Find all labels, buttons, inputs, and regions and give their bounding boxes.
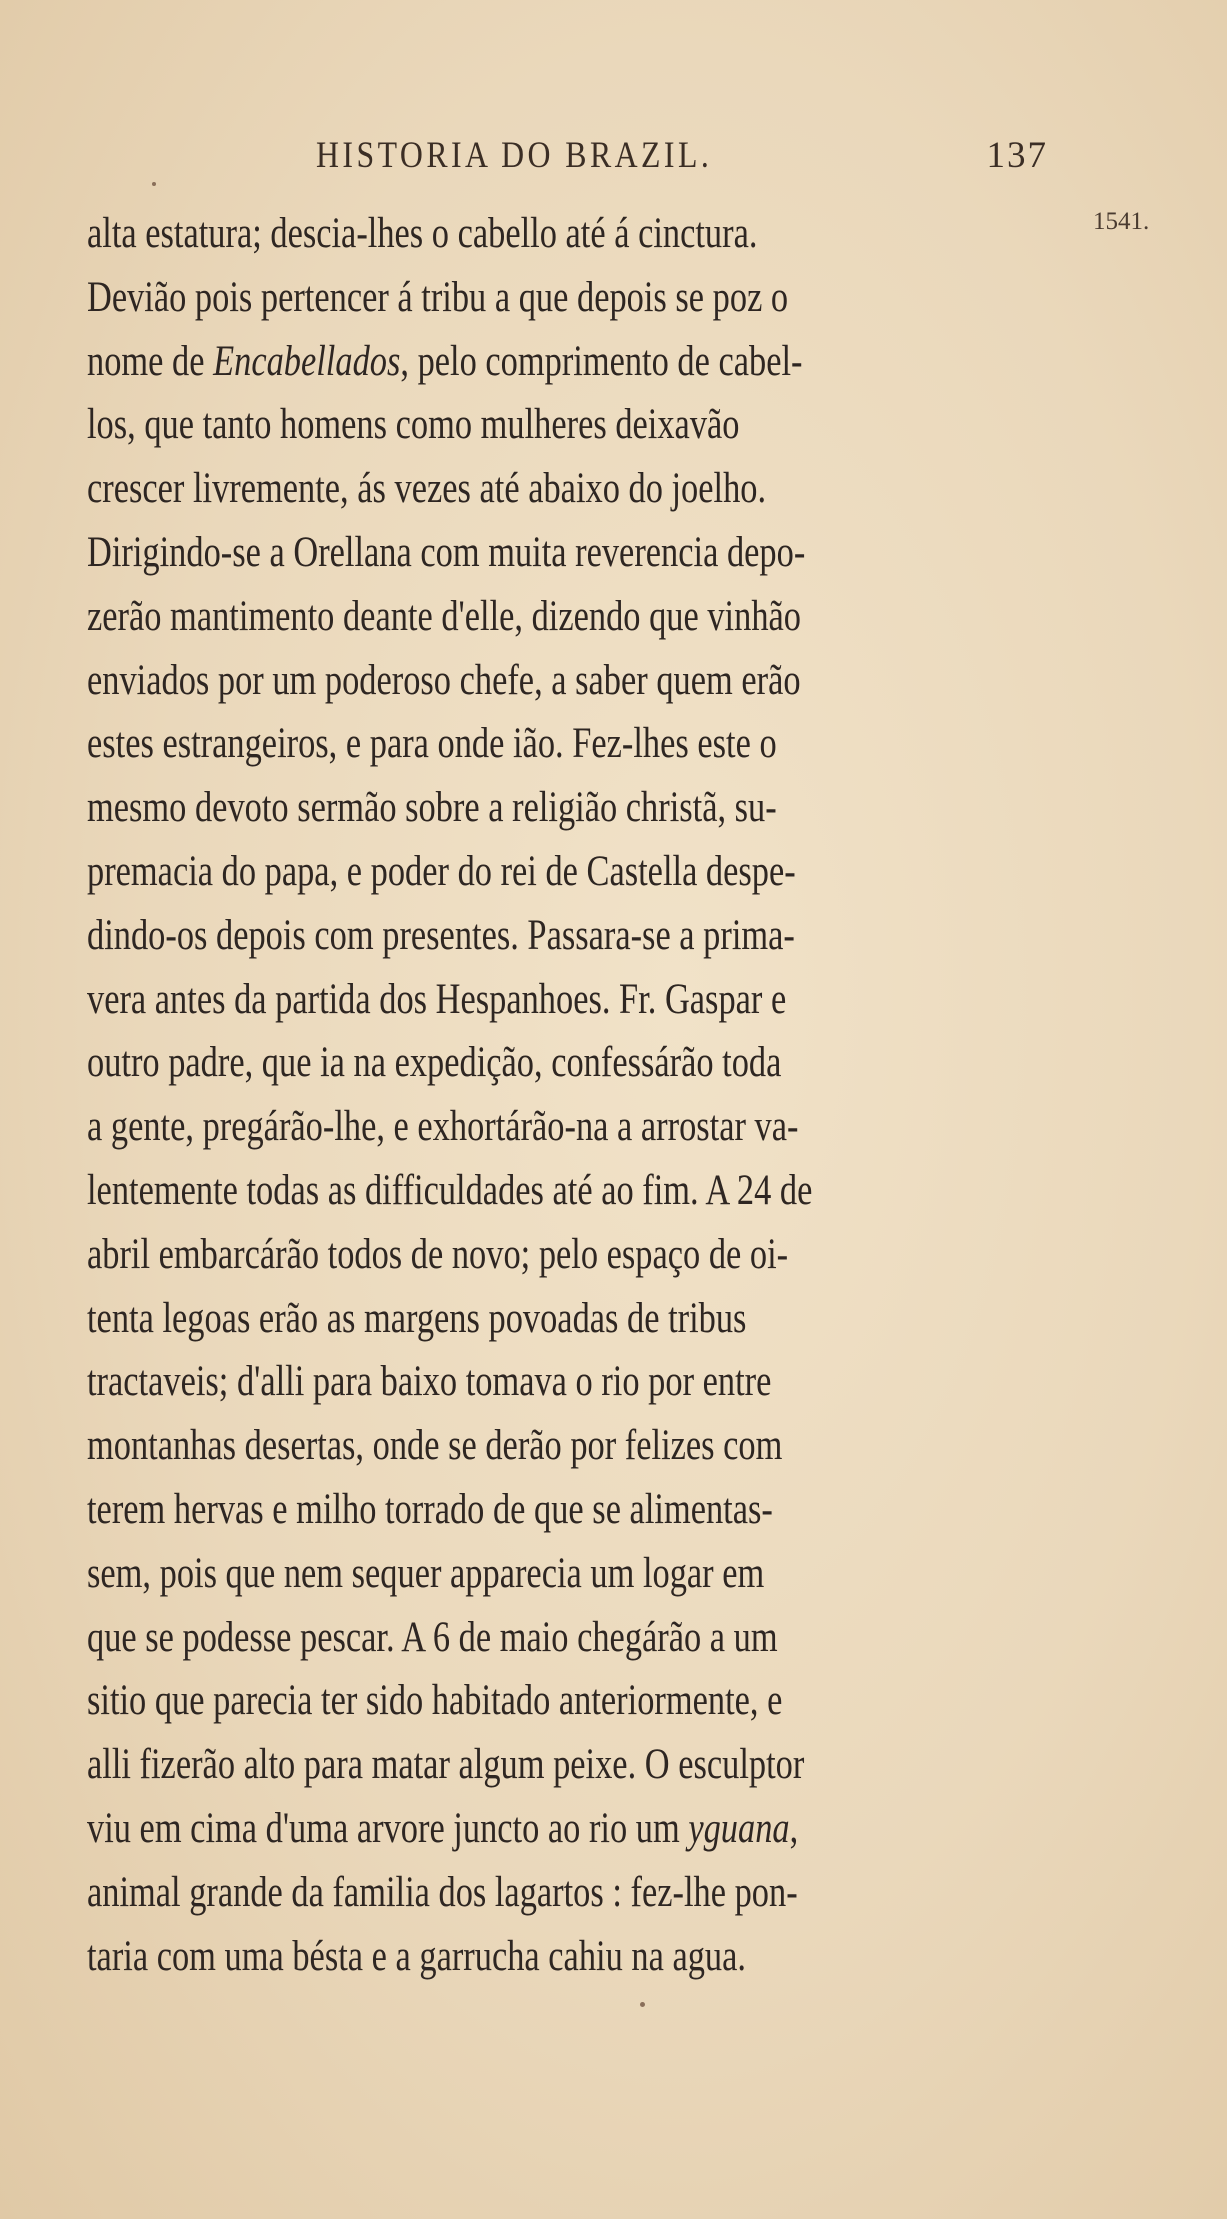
text-line: que se podesse pescar. A 6 de maio chegárão a um [87,1613,778,1661]
text-line: tractaveis; d'alli para baixo tomava o rio por entre [87,1358,772,1406]
text-line: dindo-os depois com presentes. Passara-se a prima- [87,911,795,959]
text-line: taria com uma bésta e a garrucha cahiu na agua. [87,1932,746,1980]
text-line: enviados por um poderoso chefe, a saber quem erão [87,656,801,704]
text-line: alli fizerão alto para matar algum peixe. O esculptor [87,1741,805,1789]
text-line: sitio que parecia ter sido habitado anteriormente, e [87,1677,783,1725]
paper-speck [152,182,156,186]
text-line: animal grande da familia dos lagartos : fez-lhe pon- [87,1868,798,1916]
text-line: los, que tanto homens como mulheres deixavão [87,401,740,449]
running-head [316,134,1048,184]
text-line: crescer livremente, ás vezes até abaixo do joelho. [87,465,767,513]
paper-speck [640,2002,645,2007]
margin-year-note: 1541. [1093,208,1150,235]
text-line: estes estrangeiros, e para onde ião. Fez-lhes este o [87,720,777,768]
page-number: 137 [986,135,1048,176]
text-line-with-italic: nome de Encabellados, pelo comprimento de cabel- [87,337,803,385]
italic-term: Encabellados [213,337,401,385]
text-line: mesmo devoto sermão sobre a religião christã, su- [87,784,777,832]
text-line: a gente, pregárão-lhe, e exhortárão-na a arrostar va- [87,1103,799,1151]
text-line: premacia do papa, e poder do rei de Castella despe- [87,847,796,895]
text-line: Devião pois pertencer á tribu a que depois se poz o [87,273,789,321]
text-line: Dirigindo-se a Orellana com muita reverencia depo- [87,528,806,576]
body-text [87,202,1067,1988]
text-line: montanhas desertas, onde se derão por felizes com [87,1422,783,1470]
text-line: outro padre, que ia na expedição, confessárão toda [87,1039,782,1087]
text-line: tenta legoas erão as margens povoadas de tribus [87,1294,747,1342]
running-head-title: HISTORIA DO BRAZIL. [316,135,713,176]
text-line: terem hervas e milho torrado de que se alimentas- [87,1485,773,1533]
italic-term: yguana [688,1804,790,1852]
text-line-with-italic: viu em cima d'uma arvore juncto ao rio um yguana, [87,1804,799,1852]
text-line: alta estatura; descia-lhes o cabello até á cinctura. [87,210,758,257]
text-line: lentemente todas as difficuldades até ao fim. A 24 de [87,1166,813,1214]
text-line: sem, pois que nem sequer apparecia um logar em [87,1549,765,1597]
text-line: vera antes da partida dos Hespanhoes. Fr. Gaspar e [87,975,787,1023]
text-line: zerão mantimento deante d'elle, dizendo que vinhão [87,592,801,640]
text-line: abril embarcárão todos de novo; pelo espaço de oi- [87,1230,789,1278]
